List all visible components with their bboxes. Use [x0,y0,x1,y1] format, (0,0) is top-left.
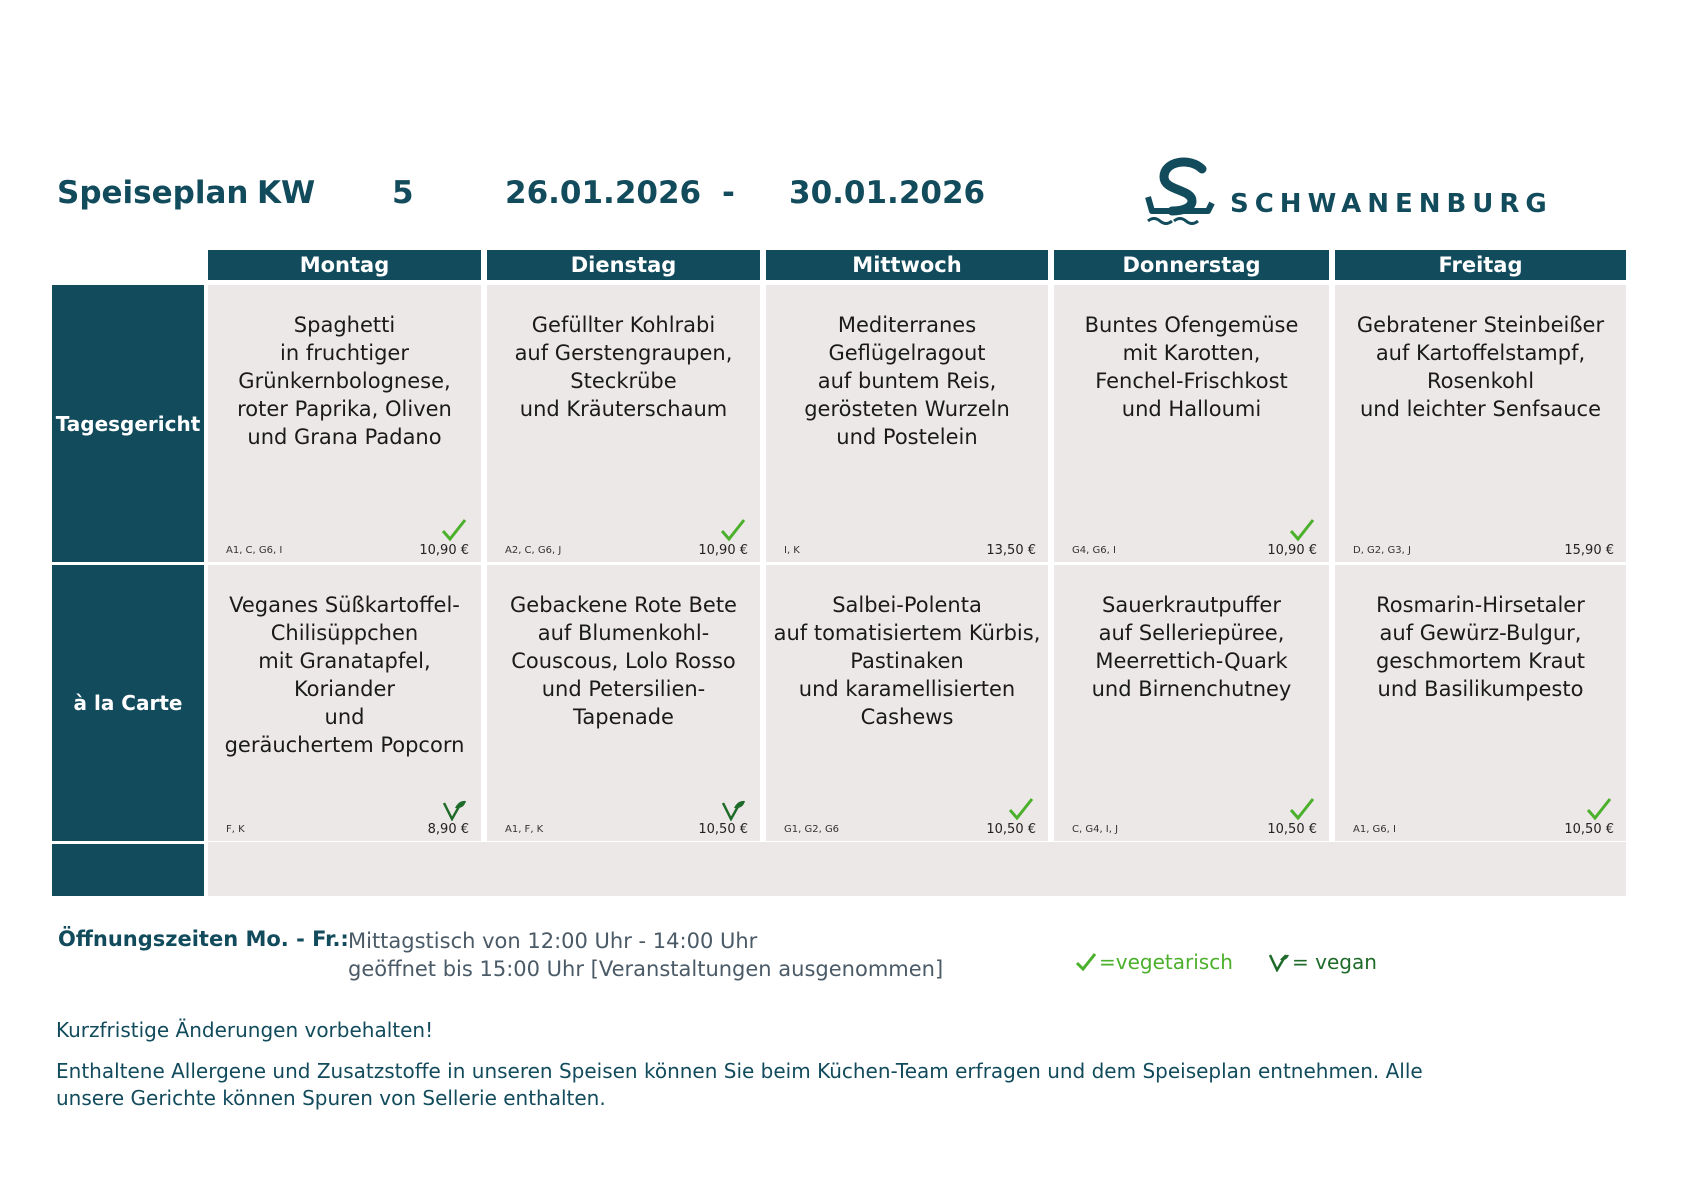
dish-description: mit Granatapfel, Koriander und geräuchertem Popcorn [224,649,465,757]
opening-hours-text [348,927,943,983]
checkmark-icon [441,518,467,542]
dish [1341,591,1620,703]
allergen-codes: F, K [226,824,245,835]
dish-name: Salbei-Polenta [832,593,982,617]
allergen-codes: A1, F, K [505,824,544,835]
swan-logo-icon [1142,155,1222,235]
dish-description: auf buntem Reis, gerösteten Wurzeln und Postelein [804,369,1010,449]
dish [214,591,475,759]
date-from: 26.01.2026 [505,175,702,211]
date-separator: - [722,175,735,211]
dish [493,591,754,731]
menu-cell-a-la-carte-montag [208,565,481,841]
allergen-codes: A1, C, G6, I [226,545,283,556]
day-header-dienstag: Dienstag [487,250,760,280]
dish-description: in fruchtiger Grünkernbolognese, roter Paprika, Oliven und Grana Padano [237,341,452,449]
dish [772,591,1042,731]
checkmark-icon [1008,797,1034,821]
row-label-empty [52,844,204,896]
opening-hours-line-1: Mittagstisch von 12:00 Uhr - 14:00 Uhr [348,929,758,953]
dish-name: Gefüllter Kohlrabi [531,313,716,337]
vegan-leaf-icon [720,797,746,821]
dish-description: auf Blumenkohl- Couscous, Lolo Rosso und Petersilien-Tapenade [511,621,736,729]
kw-number: 5 [392,175,414,211]
menu-cell-a-la-carte-donnerstag [1054,565,1329,841]
dish [493,311,754,423]
checkmark-icon [1289,518,1315,542]
price: 10,90 € [698,543,748,558]
allergen-codes: G4, G6, I [1072,545,1116,556]
title-label: Speiseplan [57,175,249,211]
menu-cell-tagesgericht-donnerstag [1054,285,1329,562]
legend-vegetarian [1075,950,1233,974]
price: 13,50 € [986,543,1036,558]
legend-vegan-label: = vegan [1292,950,1377,974]
vegan-leaf-icon [1268,952,1290,972]
allergen-note: Enthaltene Allergene und Zusatzstoffe in unseren Speisen können Sie beim Küchen-Team erfragen und dem Speiseplan entnehmen. Alle unsere Gerichte können Spuren von Sellerie enthalten. [56,1059,1423,1110]
price: 10,90 € [1267,543,1317,558]
legend-vegetarian-label: =vegetarisch [1099,950,1233,974]
dish [772,311,1042,451]
allergen-codes: D, G2, G3, J [1353,545,1411,556]
logo-text: SCHWANENBURG [1230,189,1553,219]
page-title [57,175,986,215]
opening-hours-label: Öffnungszeiten Mo. - Fr.: [58,927,349,951]
day-header-donnerstag: Donnerstag [1054,250,1329,280]
dish-description: auf tomatisiertem Kürbis, Pastinaken und karamellisierten Cashews [773,621,1041,729]
row-label-a-la-carte: à la Carte [52,565,204,841]
menu-cell-tagesgericht-freitag [1335,285,1626,562]
menu-cell-tagesgericht-dienstag [487,285,760,562]
date-to: 30.01.2026 [789,175,986,211]
menu-cell-tagesgericht-mittwoch [766,285,1048,562]
day-header-mittwoch: Mittwoch [766,250,1048,280]
dish-description: auf Kartoffelstampf, Rosenkohl und leichter Senfsauce [1359,341,1602,421]
menu-cell-a-la-carte-freitag [1335,565,1626,841]
vegan-leaf-icon [441,797,467,821]
dish-name: Mediterranes Geflügelragout [828,313,986,365]
opening-hours-line-2: geöffnet bis 15:00 Uhr [Veranstaltungen ausgenommen] [348,957,944,981]
dish [214,311,475,451]
checkmark-icon [720,518,746,542]
menu-cell-a-la-carte-dienstag [487,565,760,841]
allergen-codes: A1, G6, I [1353,824,1396,835]
checkmark-icon [1289,797,1315,821]
price: 10,50 € [698,822,748,837]
row-label-tagesgericht: Tagesgericht [52,285,204,562]
dish-name: Gebratener Steinbeißer [1356,313,1605,337]
dish-description: auf Gewürz-Bulgur, geschmortem Kraut und Basilikumpesto [1375,621,1586,701]
price: 10,50 € [1564,822,1614,837]
checkmark-icon [1586,797,1612,821]
changes-note: Kurzfristige Änderungen vorbehalten! [56,1018,434,1042]
kw-label: KW [257,175,316,211]
price: 10,90 € [419,543,469,558]
empty-row [208,842,1626,896]
dish-name: Rosmarin-Hirsetaler [1376,593,1585,617]
dish [1341,311,1620,423]
dish-name: Buntes Ofengemüse [1084,313,1299,337]
price: 8,90 € [427,822,469,837]
price: 10,50 € [986,822,1036,837]
dish [1060,591,1323,703]
allergen-codes: I, K [784,545,800,556]
day-header-montag: Montag [208,250,481,280]
allergen-codes: G1, G2, G6 [784,824,840,835]
menu-cell-a-la-carte-mittwoch [766,565,1048,841]
dish-name: Sauerkrautpuffer [1102,593,1281,617]
dish-name: Spaghetti [293,313,396,337]
dish [1060,311,1323,423]
menu-cell-tagesgericht-montag [208,285,481,562]
logo [1142,155,1572,235]
dish-description: mit Karotten, Fenchel-Frischkost und Halloumi [1095,341,1288,421]
dish-description: auf Gerstengraupen, Steckrübe und Kräuterschaum [514,341,733,421]
allergen-codes: C, G4, I, J [1072,824,1119,835]
price: 10,50 € [1267,822,1317,837]
dish-description: auf Selleriepüree, Meerrettich-Quark und Birnenchutney [1091,621,1292,701]
dish-name: Veganes Süßkartoffel- Chilisüppchen [229,593,460,645]
dish-name: Gebackene Rote Bete [510,593,737,617]
allergen-codes: A2, C, G6, J [505,545,562,556]
day-header-freitag: Freitag [1335,250,1626,280]
legend-vegan [1268,950,1377,974]
checkmark-icon [1075,952,1097,972]
price: 15,90 € [1564,543,1614,558]
